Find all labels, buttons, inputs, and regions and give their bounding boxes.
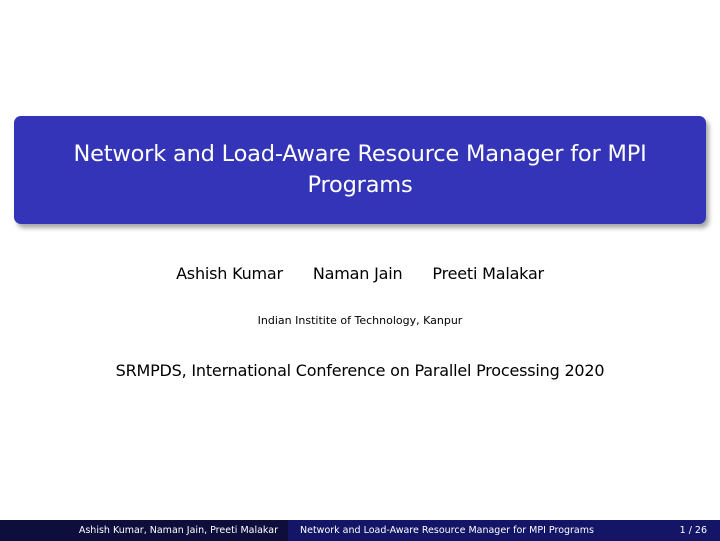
author-name: Ashish Kumar (176, 264, 283, 283)
footer-authors-section (0, 520, 288, 541)
author-list (0, 264, 720, 283)
title-box (14, 116, 706, 224)
slide-title: Network and Load-Aware Resource Manager for MPI Programs (73, 141, 647, 198)
author-name: Preeti Malakar (432, 264, 544, 283)
author-name: Naman Jain (312, 264, 403, 283)
institute: Indian Institite of Technology, Kanpur (257, 314, 463, 327)
footer-bar (0, 520, 720, 541)
conference: SRMPDS, International Conference on Parallel Processing 2020 (115, 361, 605, 380)
footer-title: Network and Load-Aware Resource Manager for MPI Programs (300, 525, 594, 536)
page-number: 1 / 26 (679, 525, 707, 536)
footer-authors: Ashish Kumar, Naman Jain, Preeti Malakar (78, 525, 278, 536)
footer-title-section (288, 520, 720, 541)
